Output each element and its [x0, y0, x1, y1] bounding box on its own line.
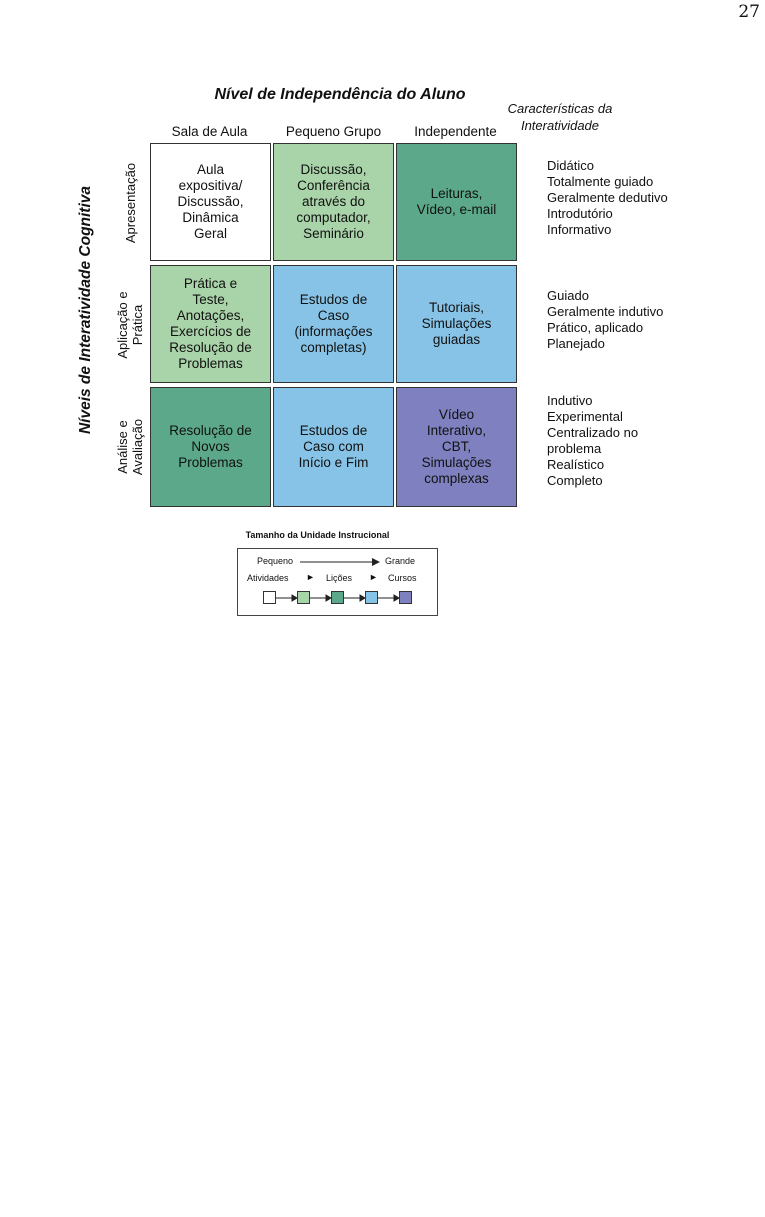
row-label-text: Apresentação [122, 162, 138, 244]
legend-swatch-light-green [297, 591, 310, 604]
y-axis-title: Níveis de Interatividade Cognitiva [77, 185, 94, 435]
arrow-right-icon: ► [306, 572, 315, 582]
grid-cell-analise-independente [396, 387, 517, 507]
legend-swatch-white [263, 591, 276, 604]
cell-text: Prática e Teste, Anotações, Exercícios de Resolução de Problemas [169, 276, 252, 371]
column-header-pequeno-grupo: Pequeno Grupo [285, 124, 382, 139]
legend-courses-label: Cursos [388, 573, 417, 583]
cell-text: Aula expositiva/ Discussão, Dinâmica Geral [177, 162, 244, 241]
characteristic-item: Guiado [547, 288, 589, 303]
characteristic-item: Prático, aplicado [547, 320, 644, 335]
cell-text: Resolução de Novos Problemas [169, 423, 252, 470]
row-label-analise-avaliacao [110, 387, 150, 507]
characteristic-item: problema [547, 441, 602, 456]
legend-activities-label: Atividades [247, 573, 289, 583]
characteristics-list-analise [547, 393, 638, 489]
cell-text: Estudos de Caso (informações completas) [294, 292, 373, 355]
row-label-text: Análise e Avaliação [115, 418, 145, 476]
characteristics-list-apresentacao [547, 158, 668, 238]
row-label-text: Aplicação e Prática [115, 291, 145, 359]
arrow-right-icon: ► [369, 572, 378, 582]
legend-swatch-dark-green [331, 591, 344, 604]
grid-cell-aplicacao-independente [396, 265, 517, 383]
legend-swatch-purple [399, 591, 412, 604]
characteristic-item: Introdutório [547, 206, 613, 221]
characteristic-item: Planejado [547, 336, 605, 351]
cell-text: Leituras, Vídeo, e-mail [416, 186, 497, 217]
legend-swatch-light-blue [365, 591, 378, 604]
characteristic-item: Totalmente guiado [547, 174, 654, 189]
characteristic-item: Indutivo [547, 393, 593, 408]
grid-cell-analise-sala-de-aula [150, 387, 271, 507]
characteristic-item: Realístico [547, 457, 605, 472]
cell-text: Vídeo Interativo, CBT, Simulações complexas [421, 407, 492, 486]
cell-text: Estudos de Caso com Início e Fim [298, 423, 369, 470]
legend-title: Tamanho da Unidade Instrucional [245, 530, 390, 540]
legend-large-label: Grande [385, 556, 416, 566]
grid-cell-apresentacao-pequeno-grupo [273, 143, 394, 261]
characteristic-item: Completo [547, 473, 603, 488]
grid-cell-apresentacao-independente [396, 143, 517, 261]
characteristics-header-text: Características da Interatividade [507, 101, 613, 133]
characteristic-item: Geralmente dedutivo [547, 190, 668, 205]
characteristics-header [460, 100, 660, 134]
cell-text: Tutoriais, Simulações guiadas [421, 300, 492, 347]
row-label-aplicacao-pratica [110, 265, 150, 385]
row-label-apresentacao [110, 143, 150, 263]
characteristic-item: Centralizado no [547, 425, 639, 440]
column-header-independente: Independente [414, 124, 497, 139]
legend-arrow-icon [300, 557, 380, 567]
characteristic-item: Geralmente indutivo [547, 304, 664, 319]
page-number: 27 [738, 2, 760, 22]
characteristics-list-aplicacao [547, 288, 663, 352]
column-header-sala-de-aula: Sala de Aula [171, 124, 248, 139]
grid-cell-aplicacao-pequeno-grupo [273, 265, 394, 383]
legend-small-label: Pequeno [257, 556, 294, 566]
diagram-title: Nível de Independência do Aluno [214, 86, 466, 103]
legend-lessons-label: Lições [326, 573, 353, 583]
cell-text: Discussão, Conferência através do computador, Seminário [296, 162, 371, 241]
characteristic-item: Didático [547, 158, 594, 173]
grid-cell-aplicacao-sala-de-aula [150, 265, 271, 383]
characteristic-item: Experimental [547, 409, 623, 424]
grid-cell-apresentacao-sala-de-aula [150, 143, 271, 261]
characteristic-item: Informativo [547, 222, 612, 237]
grid-cell-analise-pequeno-grupo [273, 387, 394, 507]
